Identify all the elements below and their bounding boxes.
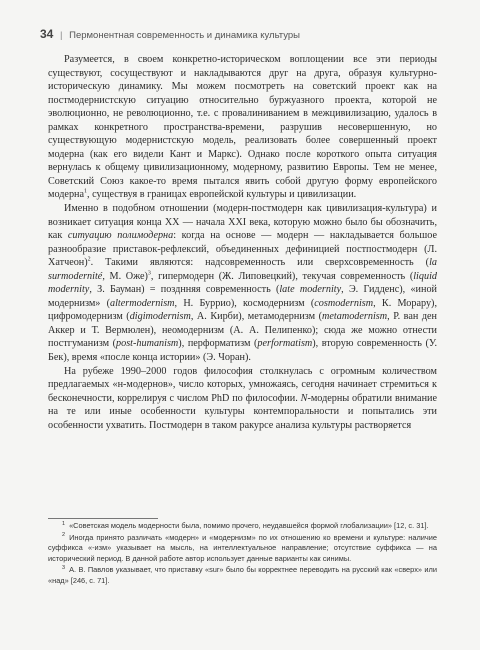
paragraph: Разумеется, в своем конкретно-историческом воплощении все эти периоды существуют, сосуществуют и накладываются друг на друга, образуя культурно-историческую динамику. Мы можем посмотреть на советский проект как на постмодернистскую ситуацию относительно буржуазного проекта, которой не эволюционно, не революционно, т.е. с провалиниванием в межцивилизацию, удалось в рамках конкретного пространства-времени, разрушив несовершенную, но существующую модернистскую модель, реализовать более совершенный проект модерна (как его видели Кант и Маркс). Однако после короткого опыта ситуация вернулась к общему цивилизационному, модерному, развитию Европы. Тем не менее, Советский Союз какое-то время пытался явить собой другую форму европейского модерна$^1$, существуя в границах европейской культуры и цивилизации. bbox=[48, 54, 437, 201]
italic-term: performatism bbox=[257, 338, 313, 350]
footnote: $^2$ Иногда принято различать «модерн» и «модернизм» по их отношению ко времени и культуре: наличие суффикса «-изм» указывает на мысль, на интеллектуальное направление; отсутствие суффикса — на исторический период. В данной работе автор использует данные варианты как синимы. bbox=[48, 532, 437, 563]
italic-term: digimodernism bbox=[129, 311, 191, 323]
italic-term: N bbox=[300, 392, 308, 404]
footnote-number: 1 bbox=[62, 520, 66, 527]
footnote-divider bbox=[48, 518, 158, 519]
running-header bbox=[40, 27, 440, 41]
footnote: $^3$ А. В. Павлов указывает, что приставку «sur» было бы корректнее переводить на русский как «сверх» или «над» [246, с. 71]. bbox=[48, 564, 437, 585]
footnote-ref[interactable]: 2 bbox=[87, 256, 91, 263]
footnote-number: 3 bbox=[62, 564, 66, 571]
main-text bbox=[48, 53, 437, 432]
italic-term: post-humanism bbox=[116, 338, 179, 350]
footnote-ref[interactable]: 1 bbox=[84, 189, 88, 196]
italic-term: metamodernism bbox=[322, 311, 388, 323]
footnote-number: 2 bbox=[62, 532, 66, 539]
italic-term: late modernity bbox=[279, 284, 342, 296]
italic-term: la surmodernité bbox=[48, 257, 437, 282]
running-title: Пермонентная современность и динамика культуры bbox=[69, 30, 301, 41]
page-number: 34 bbox=[40, 27, 54, 41]
paragraph: Именно в подобном отношении (модерн-постмодерн как цивилизация-культура) и возникает ситуация конца XX — начала XXI века, которую можно было бы обозначить, как ситуацию полимодерна: когда на основе — модерн — накладывается большое разнообразие приставок-рефлексий, объединенных дефиницией постпостмодерн (Л. Хатчеон)$^2$. Такими являются: надсовременность или сверхсовременность (la surmodernité, М. Оже)$^3$, гипермодерн (Ж. Липовецкий), текучая современность (liquid modernity, З. Бауман) = позднняя современность (late modernity, Э. Гидденс), «иной модернизм» (altermodernism, Н. Буррио), космодернизм (cosmodernism, К. Морару), цифромодернизм (digimodernism, А. Кирби), метамодернизм (metamodernism, Р. ван ден Аккер и Т. Вермюлен), неомодернизм (А. А. Пелипенко); сюда же можно отнести постгуманизм (post-humanism), перформатизм (performatism), вторую современность (У. Бек), время «после конца истории» (Э. Чоран). bbox=[48, 203, 437, 364]
footnote: $^1$ «Советская модель модерности была, помимо прочего, неудавшейся формой глобализации» [12, с. 31]. bbox=[62, 520, 429, 530]
paragraph: На рубеже 1990–2000 годов философия столкнулась с огромным количеством предлагаемых «н-модернов», число которых, умножаясь, сегодня начинает стремиться к бесконечности, коррелируя с числом PhD по философии. N-модерны обратили внимание на те или иные особенности культуры контемпоральности и попытались эти особенности ухватить. Постмодерн в таком ракурсе анализа культуры растворяется bbox=[48, 365, 438, 431]
italic-term: ситуацию полимодерна bbox=[67, 230, 174, 242]
italic-term: liquid modernity bbox=[48, 270, 437, 296]
footnote-ref[interactable]: 3 bbox=[147, 270, 151, 277]
footnotes bbox=[48, 521, 437, 588]
italic-term: altermodernism bbox=[110, 297, 175, 309]
italic-term: cosmodernism bbox=[314, 297, 374, 309]
header-separator: | bbox=[60, 30, 63, 41]
